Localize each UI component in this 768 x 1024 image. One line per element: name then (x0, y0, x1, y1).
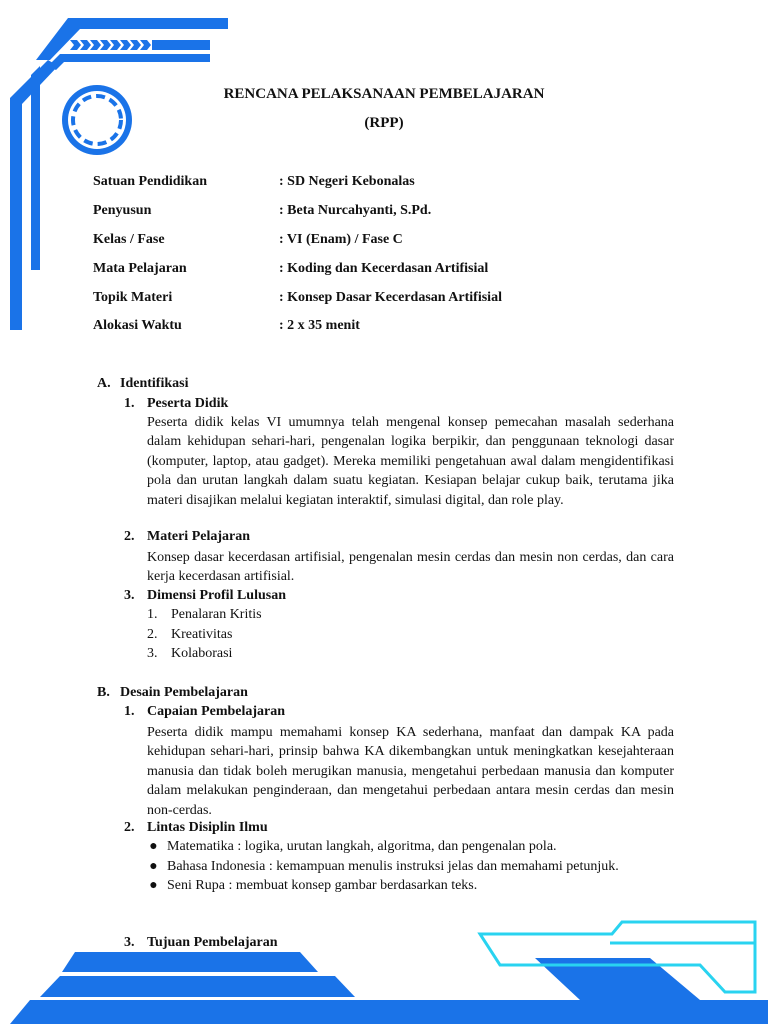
info-label: Kelas / Fase (93, 232, 165, 247)
bullet-item-text: Seni Rupa : membuat konsep gambar berdasarkan teks. (167, 878, 478, 894)
subsection-number: 2. (124, 820, 135, 835)
info-label: Satuan Pendidikan (93, 174, 207, 189)
document-subtitle: (RPP) (364, 115, 404, 131)
subsection-title: Materi Pelajaran (147, 529, 251, 544)
list-item-text: Kreativitas (171, 626, 233, 642)
bullet-item (140, 859, 619, 879)
bullet-item (140, 878, 619, 898)
list-item-number: 3. (147, 646, 158, 662)
info-label: Penyusun (93, 203, 152, 218)
info-value: : Konsep Dasar Kecerdasan Artifisial (279, 290, 502, 305)
bullet-item (140, 839, 619, 859)
subsection-title: Capaian Pembelajaran (147, 704, 286, 719)
bullet-item-text: Matematika : logika, urutan langkah, algoritma, dan pengenalan pola. (167, 839, 557, 854)
chevron-arrows-decoration (70, 40, 210, 50)
list-item-text: Penalaran Kritis (171, 607, 262, 622)
bullet-icon: ● (149, 858, 158, 874)
peserta-didik-paragraph: Peserta didik kelas VI umumnya telah mengenal konsep pemecahan masalah sederhana dalam kehidupan sehari-hari, pengenalan logika berpikir, dan penggunaan teknologi dasar (komputer, laptop, atau gadget). Mereka memiliki pengetahuan awal dalam mengidentifikasi pola dan urutan langkah dalam suatu kegiatan. Kesiapan belajar cukup baik, terutama jika materi disajikan melalui kegiatan interaktif, simulasi digital, dan role play. (147, 415, 674, 508)
bullet-item-text: Bahasa Indonesia : kemampuan menulis instruksi jelas dan memahami petunjuk. (167, 858, 619, 874)
list-item-number: 1. (147, 607, 158, 622)
subsection-materi-pelajaran (124, 529, 250, 545)
subsection-title: Tujuan Pembelajaran (147, 935, 278, 950)
info-value: : VI (Enam) / Fase C (279, 232, 403, 247)
subsection-number: 1. (124, 704, 135, 719)
bullet-icon: ● (149, 839, 158, 854)
info-label: Mata Pelajaran (93, 261, 187, 276)
subsection-title: Peserta Didik (147, 396, 229, 411)
lintas-disiplin-list (140, 839, 619, 898)
capaian-pembelajaran-paragraph: Peserta didik mampu memahami konsep KA sederhana, manfaat dan dampak KA pada kehidupan sehari-hari, prinsip bahwa KA dikembangkan untuk meningkatkan kesejahteraan manusia dan tidak boleh merugikan manusia, mengetahui perbedaan manusia dan komputer dalam melakukan penginderaan, dan mengetahui perbedaan antara mesin cerdas dan mesin non-cerdas. (147, 725, 674, 818)
section-b-heading (97, 685, 248, 701)
subsection-lintas-disiplin-ilmu (124, 820, 268, 836)
section-number: A. (97, 376, 111, 391)
info-value: : Koding dan Kecerdasan Artifisial (279, 261, 489, 276)
list-item-number: 2. (147, 626, 158, 642)
subsection-number: 1. (124, 396, 135, 411)
list-item-text: Kolaborasi (171, 646, 233, 662)
subsection-number: 3. (124, 935, 135, 950)
list-item (147, 627, 262, 647)
list-item (147, 646, 262, 666)
subsection-number: 3. (124, 588, 135, 603)
subsection-title: Lintas Disiplin Ilmu (147, 820, 268, 835)
document-title: RENCANA PELAKSANAAN PEMBELAJARAN (223, 86, 545, 102)
info-value: : 2 x 35 menit (279, 318, 360, 333)
subsection-title: Dimensi Profil Lulusan (147, 588, 286, 603)
section-title: Identifikasi (120, 376, 189, 391)
section-a-heading (97, 376, 188, 392)
info-value: : SD Negeri Kebonalas (279, 174, 415, 189)
subsection-dimensi-profil-lulusan (124, 588, 286, 604)
subsection-peserta-didik (124, 396, 228, 412)
bullet-icon: ● (149, 878, 158, 894)
subsection-tujuan-pembelajaran (124, 935, 278, 951)
info-value: : Beta Nurcahyanti, S.Pd. (279, 203, 432, 218)
materi-pelajaran-paragraph: Konsep dasar kecerdasan artifisial, pengenalan mesin cerdas dan mesin non cerdas, dan cara kerja kecerdasan artifisial. (147, 550, 674, 585)
section-title: Desain Pembelajaran (120, 685, 248, 700)
list-item (147, 607, 262, 627)
profil-lulusan-list (147, 607, 262, 666)
subsection-number: 2. (124, 529, 135, 544)
info-label: Topik Materi (93, 290, 173, 305)
info-label: Alokasi Waktu (93, 318, 182, 333)
subsection-capaian-pembelajaran (124, 704, 285, 720)
section-number: B. (97, 685, 110, 700)
